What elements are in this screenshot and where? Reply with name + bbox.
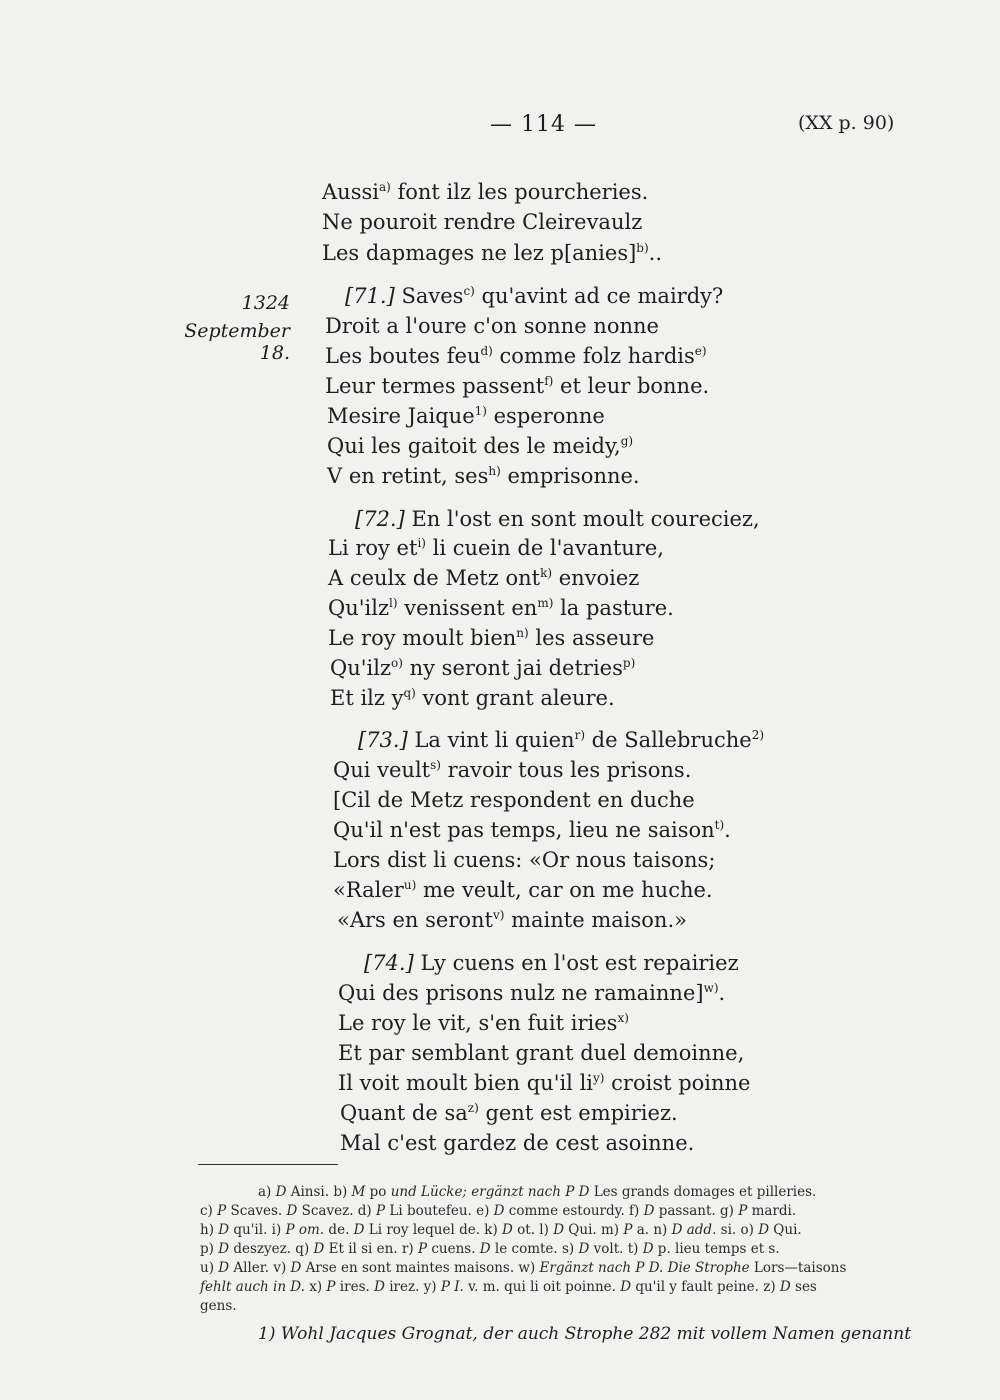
verse-line: Li roy $et^{i)}$ li cuein de l'avanture, [328,536,664,560]
verse-line: Mesire Jaique$^{1)}$ esperonne [327,404,605,428]
footnote-line: gens. [200,1298,237,1314]
footnote-line: p) D deszyez. q) D Et il si en. r) P cuens. D le comte. s) D volt. t) D p. lieu temps et s. [200,1241,780,1257]
verse-line: Lors dist li cuens: «Or nous taisons; [333,848,716,872]
verse-line: Qu'ilz$^{o)}$ ny seront jai detries$^{p)}$ [330,656,636,680]
verse-line: Et ilz $y^{q)}$ vont grant aleure. [330,686,615,710]
footnote-line: fehlt auch in D. x) P ires. D irez. y) P I. v. m. qui li oit poinne. D qu'il y fault peine. z) D ses [200,1279,817,1295]
margin-year: 1324 [241,292,290,314]
verse-line: Les boutes feu$^{d)}$ comme folz hardis$^{e)}$ [325,344,707,368]
verse-line: [74.] Ly cuens en l'ost est repairiez [364,951,739,975]
footnote-line: c) P Scaves. D Scavez. d) P Li boutefeu. e) D comme estourdy. f) D passant. g) P mardi. [200,1203,797,1219]
verse-line: Il voit moult bien qu'il $li^{y)}$ croist poinne [338,1071,751,1095]
footnote-line: h) D qu'il. i) P om. de. D Li roy lequel de. k) D ot. l) D Qui. m) P a. n) D add. si. o) D Qui. [200,1222,802,1238]
verse-line: [Cil de Metz respondent en duche [333,788,695,812]
page-reference: (XX p. 90) [798,112,895,134]
verse-line: [72.] En l'ost en sont moult coureciez, [355,507,760,531]
verse-line: Qu'ilz$^{l)}$ venissent $en^{m)}$ la pasture. [328,596,674,620]
verse-line: [71.] Saves$^{c)}$ qu'avint ad ce mairdy? [345,284,724,308]
page-number: — 114 — [490,112,597,137]
verse-line: Les dapmages ne lez p[anies]$^{b)}$.. [322,241,663,265]
verse-line: [73.] La vint li quien$^{r)}$ de Sallebruche$^{2)}$ [358,728,765,752]
verse-line: Qu'il n'est pas temps, lieu ne saison$^{t)}$. [333,818,731,842]
verse-line: Qui les gaitoit des le meidy,$^{g)}$ [327,434,634,458]
verse-line: «Ars en seront$^{v)}$ mainte maison.» [337,908,687,932]
verse-line: Le roy moult bien$^{n)}$ les asseure [328,626,655,650]
verse-line: Le roy le vit, s'en fuit iries$^{x)}$ [338,1011,629,1035]
verse-line: Qui des prisons nulz ne ramainne]$^{w)}$. [338,981,726,1005]
footnote-1: 1) Wohl Jacques Grognat, der auch Strophe 282 mit vollem Namen genannt [258,1324,912,1344]
footnote-line: a) D Ainsi. b) M po und Lücke; ergänzt nach P D Les grands domages et pilleries. [258,1184,817,1200]
verse-line: V en retint, ses$^{h)}$ emprisonne. [327,464,640,488]
verse-line: Leur termes passent$^{f)}$ et leur bonne. [325,374,710,398]
verse-line: Ne pouroit rendre Cleirevaulz [322,210,643,234]
verse-line: A ceulx de Metz ont$^{k)}$ envoiez [328,566,640,590]
verse-line: Et par semblant grant duel demoinne, [338,1041,745,1065]
verse-line: Mal c'est gardez de cest asoinne. [340,1131,695,1155]
verse-line: Qui veult$^{s)}$ ravoir tous les prisons. [333,758,692,782]
margin-date: September 18. [184,320,290,364]
footnote-rule [198,1164,338,1165]
footnote-line: u) D Aller. v) D Arse en sont maintes maisons. w) Ergänzt nach P D. Die Strophe Lors—taisons [200,1260,847,1276]
verse-line: Aussi$^{a)}$ font ilz les pourcheries. [322,180,649,204]
verse-line: Quant de $sa^{z)}$ gent est empiriez. [340,1101,678,1125]
page-header [0,112,1000,142]
verse-line: «Raler$^{u)}$ me veult, car on me huche. [333,878,713,902]
verse-line: Droit a l'oure c'on sonne nonne [325,314,659,338]
